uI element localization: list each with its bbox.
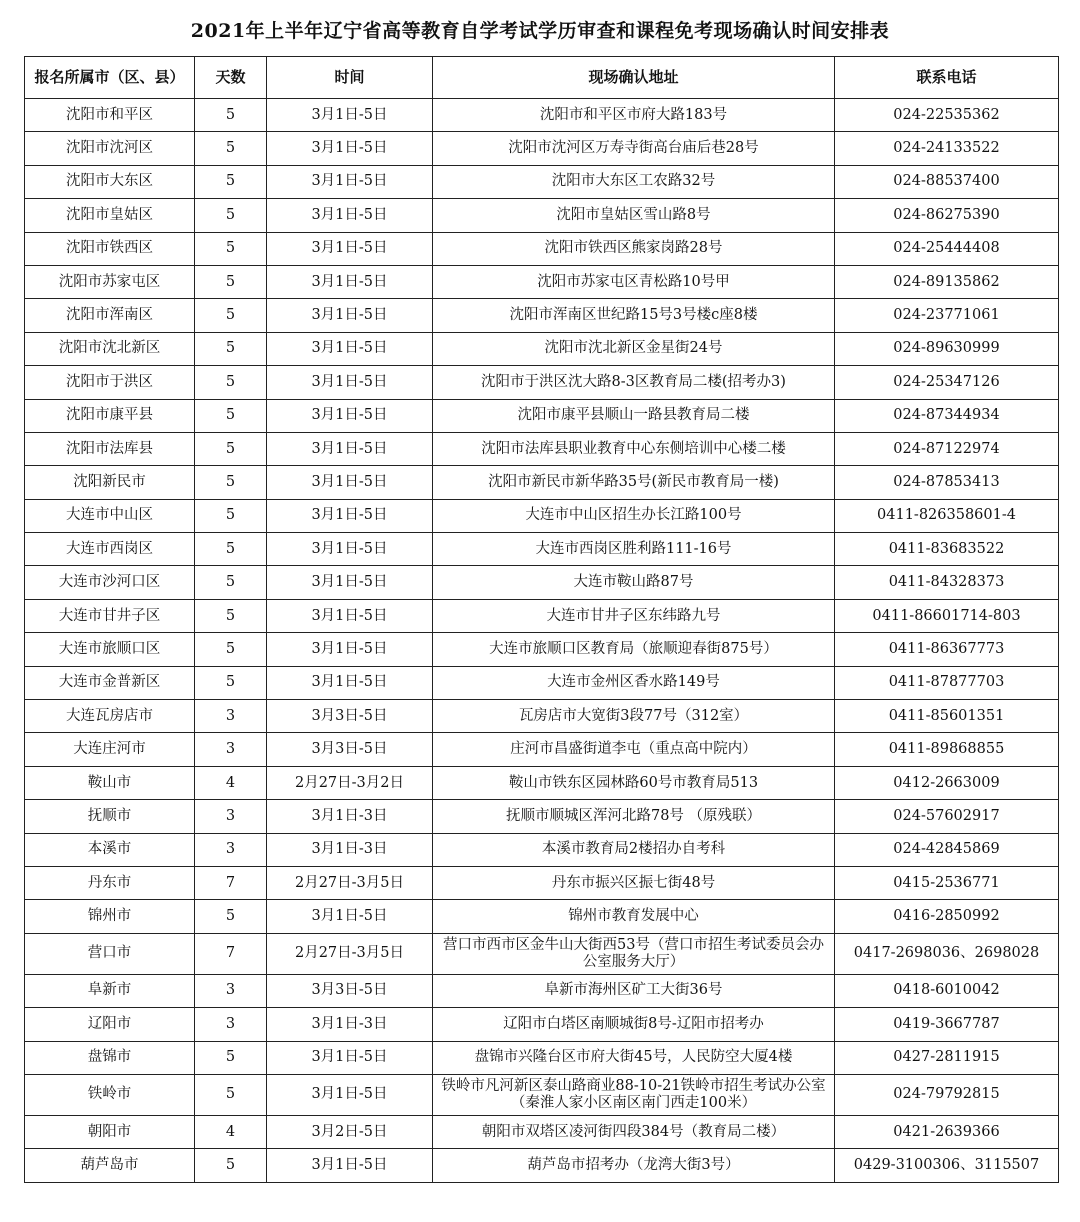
cell-district: 鞍山市 [25,766,195,799]
cell-days: 5 [195,332,267,365]
cell-address: 沈阳市和平区市府大路183号 [433,99,835,132]
cell-days: 5 [195,633,267,666]
cell-days: 3 [195,700,267,733]
cell-address: 大连市中山区招生办长江路100号 [433,499,835,532]
table-row [25,1149,1059,1182]
cell-phone: 0412-2663009 [835,766,1059,799]
cell-days: 7 [195,866,267,899]
cell-address: 盘锦市兴隆台区市府大街45号，人民防空大厦4楼 [433,1041,835,1074]
cell-days: 5 [195,1074,267,1115]
cell-address: 葫芦岛市招考办（龙湾大街3号） [433,1149,835,1182]
table-row [25,700,1059,733]
cell-address: 沈阳市康平县顺山一路县教育局二楼 [433,399,835,432]
cell-phone: 0411-83683522 [835,533,1059,566]
cell-days: 5 [195,1149,267,1182]
cell-address: 沈阳市苏家屯区青松路10号甲 [433,265,835,298]
table-row [25,566,1059,599]
cell-time: 3月1日-5日 [267,900,433,933]
cell-district: 沈阳市和平区 [25,99,195,132]
table-row [25,533,1059,566]
cell-time: 2月27日-3月2日 [267,766,433,799]
cell-days: 5 [195,499,267,532]
table-row [25,332,1059,365]
table-row [25,866,1059,899]
table-row [25,1115,1059,1148]
cell-district: 沈阳市法库县 [25,432,195,465]
table-row [25,199,1059,232]
cell-district: 铁岭市 [25,1074,195,1115]
cell-phone: 024-24133522 [835,132,1059,165]
table-row [25,766,1059,799]
table-row [25,900,1059,933]
cell-days: 5 [195,299,267,332]
cell-time: 3月1日-3日 [267,833,433,866]
cell-address: 沈阳市铁西区熊家岗路28号 [433,232,835,265]
cell-phone: 024-86275390 [835,199,1059,232]
table-row [25,1074,1059,1115]
table-row [25,299,1059,332]
table-row [25,165,1059,198]
header-time: 时间 [267,57,433,99]
cell-time: 3月1日-3日 [267,1008,433,1041]
cell-days: 5 [195,165,267,198]
schedule-table [24,56,1059,1183]
cell-address: 营口市西市区金牛山大街西53号（营口市招生考试委员会办公室服务大厅） [433,933,835,974]
cell-phone: 024-23771061 [835,299,1059,332]
cell-days: 5 [195,900,267,933]
cell-district: 大连瓦房店市 [25,700,195,733]
cell-district: 沈阳市于洪区 [25,366,195,399]
table-row [25,833,1059,866]
cell-address: 辽阳市白塔区南顺城街8号-辽阳市招考办 [433,1008,835,1041]
cell-district: 大连市甘井子区 [25,599,195,632]
cell-district: 抚顺市 [25,800,195,833]
cell-time: 3月1日-5日 [267,299,433,332]
table-body [25,99,1059,1183]
cell-days: 5 [195,1041,267,1074]
cell-phone: 024-88537400 [835,165,1059,198]
cell-district: 沈阳市大东区 [25,165,195,198]
table-row [25,666,1059,699]
cell-days: 3 [195,833,267,866]
cell-days: 5 [195,265,267,298]
cell-address: 沈阳市大东区工农路32号 [433,165,835,198]
cell-phone: 0411-86367773 [835,633,1059,666]
cell-days: 4 [195,1115,267,1148]
cell-time: 3月1日-5日 [267,533,433,566]
cell-days: 3 [195,1008,267,1041]
cell-district: 沈阳市浑南区 [25,299,195,332]
table-row [25,1008,1059,1041]
cell-address: 沈阳市沈北新区金星街24号 [433,332,835,365]
cell-time: 3月1日-5日 [267,132,433,165]
table-row [25,800,1059,833]
cell-time: 3月1日-5日 [267,1041,433,1074]
table-header-row [25,57,1059,99]
cell-address: 大连市鞍山路87号 [433,566,835,599]
cell-address: 铁岭市凡河新区泰山路商业88-10-21铁岭市招生考试办公室（秦淮人家小区南区南门西走100米） [433,1074,835,1115]
cell-district: 丹东市 [25,866,195,899]
table-row [25,232,1059,265]
cell-address: 大连市旅顺口区教育局（旅顺迎春街875号） [433,633,835,666]
cell-address: 大连市金州区香水路149号 [433,666,835,699]
cell-district: 本溪市 [25,833,195,866]
cell-days: 5 [195,666,267,699]
cell-district: 沈阳市苏家屯区 [25,265,195,298]
cell-time: 3月1日-5日 [267,666,433,699]
cell-time: 3月2日-5日 [267,1115,433,1148]
cell-time: 3月3日-5日 [267,700,433,733]
table-row [25,1041,1059,1074]
cell-phone: 0415-2536771 [835,866,1059,899]
header-phone: 联系电话 [835,57,1059,99]
cell-days: 5 [195,599,267,632]
cell-phone: 0421-2639366 [835,1115,1059,1148]
header-days: 天数 [195,57,267,99]
cell-district: 辽阳市 [25,1008,195,1041]
cell-address: 沈阳市新民市新华路35号(新民市教育局一楼) [433,466,835,499]
cell-district: 沈阳市皇姑区 [25,199,195,232]
cell-time: 2月27日-3月5日 [267,933,433,974]
cell-phone: 024-42845869 [835,833,1059,866]
cell-phone: 024-25347126 [835,366,1059,399]
cell-days: 7 [195,933,267,974]
table-row [25,733,1059,766]
cell-address: 沈阳市浑南区世纪路15号3号楼c座8楼 [433,299,835,332]
cell-time: 3月1日-5日 [267,265,433,298]
cell-address: 抚顺市顺城区浑河北路78号 （原残联） [433,800,835,833]
cell-district: 沈阳市铁西区 [25,232,195,265]
cell-days: 5 [195,366,267,399]
cell-address: 锦州市教育发展中心 [433,900,835,933]
cell-phone: 024-25444408 [835,232,1059,265]
cell-district: 沈阳新民市 [25,466,195,499]
table-row [25,99,1059,132]
cell-time: 3月1日-5日 [267,399,433,432]
header-address: 现场确认地址 [433,57,835,99]
table-row [25,974,1059,1007]
cell-time: 3月1日-5日 [267,633,433,666]
cell-days: 5 [195,232,267,265]
cell-district: 大连市沙河口区 [25,566,195,599]
cell-days: 5 [195,466,267,499]
cell-district: 葫芦岛市 [25,1149,195,1182]
cell-phone: 0411-85601351 [835,700,1059,733]
cell-address: 庄河市昌盛街道李屯（重点高中院内） [433,733,835,766]
cell-time: 3月1日-5日 [267,1074,433,1115]
cell-address: 沈阳市皇姑区雪山路8号 [433,199,835,232]
cell-time: 3月1日-5日 [267,432,433,465]
cell-address: 丹东市振兴区振七街48号 [433,866,835,899]
table-row [25,399,1059,432]
cell-district: 营口市 [25,933,195,974]
cell-district: 大连市西岗区 [25,533,195,566]
table-row [25,265,1059,298]
cell-address: 沈阳市于洪区沈大路8-3区教育局二楼(招考办3) [433,366,835,399]
cell-phone: 024-87344934 [835,399,1059,432]
cell-district: 大连庄河市 [25,733,195,766]
cell-address: 鞍山市铁东区园林路60号市教育局513 [433,766,835,799]
cell-days: 3 [195,974,267,1007]
cell-time: 3月1日-5日 [267,566,433,599]
cell-phone: 024-89630999 [835,332,1059,365]
table-row [25,933,1059,974]
cell-time: 3月1日-3日 [267,800,433,833]
cell-phone: 0416-2850992 [835,900,1059,933]
cell-district: 沈阳市沈河区 [25,132,195,165]
cell-phone: 0411-86601714-803 [835,599,1059,632]
cell-phone: 024-79792815 [835,1074,1059,1115]
table-row [25,366,1059,399]
cell-phone: 024-87853413 [835,466,1059,499]
cell-phone: 0419-3667787 [835,1008,1059,1041]
cell-phone: 0429-3100306、3115507 [835,1149,1059,1182]
cell-time: 3月1日-5日 [267,499,433,532]
header-district: 报名所属市（区、县） [25,57,195,99]
cell-phone: 024-87122974 [835,432,1059,465]
cell-district: 沈阳市康平县 [25,399,195,432]
table-row [25,432,1059,465]
cell-address: 沈阳市沈河区万寿寺街高台庙后巷28号 [433,132,835,165]
cell-address: 本溪市教育局2楼招办自考科 [433,833,835,866]
cell-phone: 0417-2698036、2698028 [835,933,1059,974]
cell-address: 瓦房店市大宽街3段77号（312室） [433,700,835,733]
cell-days: 5 [195,132,267,165]
cell-district: 阜新市 [25,974,195,1007]
cell-phone: 0411-826358601-4 [835,499,1059,532]
page-title: 2021年上半年辽宁省高等教育自学考试学历审查和课程免考现场确认时间安排表 [190,20,890,42]
cell-time: 3月1日-5日 [267,232,433,265]
cell-days: 5 [195,566,267,599]
cell-phone: 0418-6010042 [835,974,1059,1007]
cell-district: 盘锦市 [25,1041,195,1074]
cell-time: 3月1日-5日 [267,466,433,499]
cell-phone: 0411-89868855 [835,733,1059,766]
table-row [25,633,1059,666]
cell-days: 4 [195,766,267,799]
cell-address: 沈阳市法库县职业教育中心东侧培训中心楼二楼 [433,432,835,465]
cell-days: 3 [195,733,267,766]
cell-phone: 0411-84328373 [835,566,1059,599]
cell-district: 大连市中山区 [25,499,195,532]
cell-address: 大连市西岗区胜利路111-16号 [433,533,835,566]
cell-phone: 0427-2811915 [835,1041,1059,1074]
cell-address: 朝阳市双塔区凌河街四段384号（教育局二楼） [433,1115,835,1148]
cell-district: 大连市旅顺口区 [25,633,195,666]
table-row [25,132,1059,165]
cell-time: 2月27日-3月5日 [267,866,433,899]
cell-address: 阜新市海州区矿工大街36号 [433,974,835,1007]
cell-time: 3月1日-5日 [267,1149,433,1182]
cell-days: 5 [195,399,267,432]
cell-time: 3月3日-5日 [267,974,433,1007]
cell-phone: 024-57602917 [835,800,1059,833]
cell-district: 大连市金普新区 [25,666,195,699]
cell-days: 3 [195,800,267,833]
cell-days: 5 [195,533,267,566]
cell-days: 5 [195,99,267,132]
cell-time: 3月1日-5日 [267,165,433,198]
cell-phone: 0411-87877703 [835,666,1059,699]
cell-district: 锦州市 [25,900,195,933]
cell-phone: 024-89135862 [835,265,1059,298]
cell-district: 沈阳市沈北新区 [25,332,195,365]
table-row [25,499,1059,532]
cell-time: 3月1日-5日 [267,199,433,232]
cell-district: 朝阳市 [25,1115,195,1148]
cell-time: 3月1日-5日 [267,99,433,132]
cell-time: 3月3日-5日 [267,733,433,766]
cell-days: 5 [195,432,267,465]
cell-time: 3月1日-5日 [267,332,433,365]
cell-address: 大连市甘井子区东纬路九号 [433,599,835,632]
table-row [25,599,1059,632]
cell-phone: 024-22535362 [835,99,1059,132]
table-row [25,466,1059,499]
cell-time: 3月1日-5日 [267,599,433,632]
cell-time: 3月1日-5日 [267,366,433,399]
cell-days: 5 [195,199,267,232]
